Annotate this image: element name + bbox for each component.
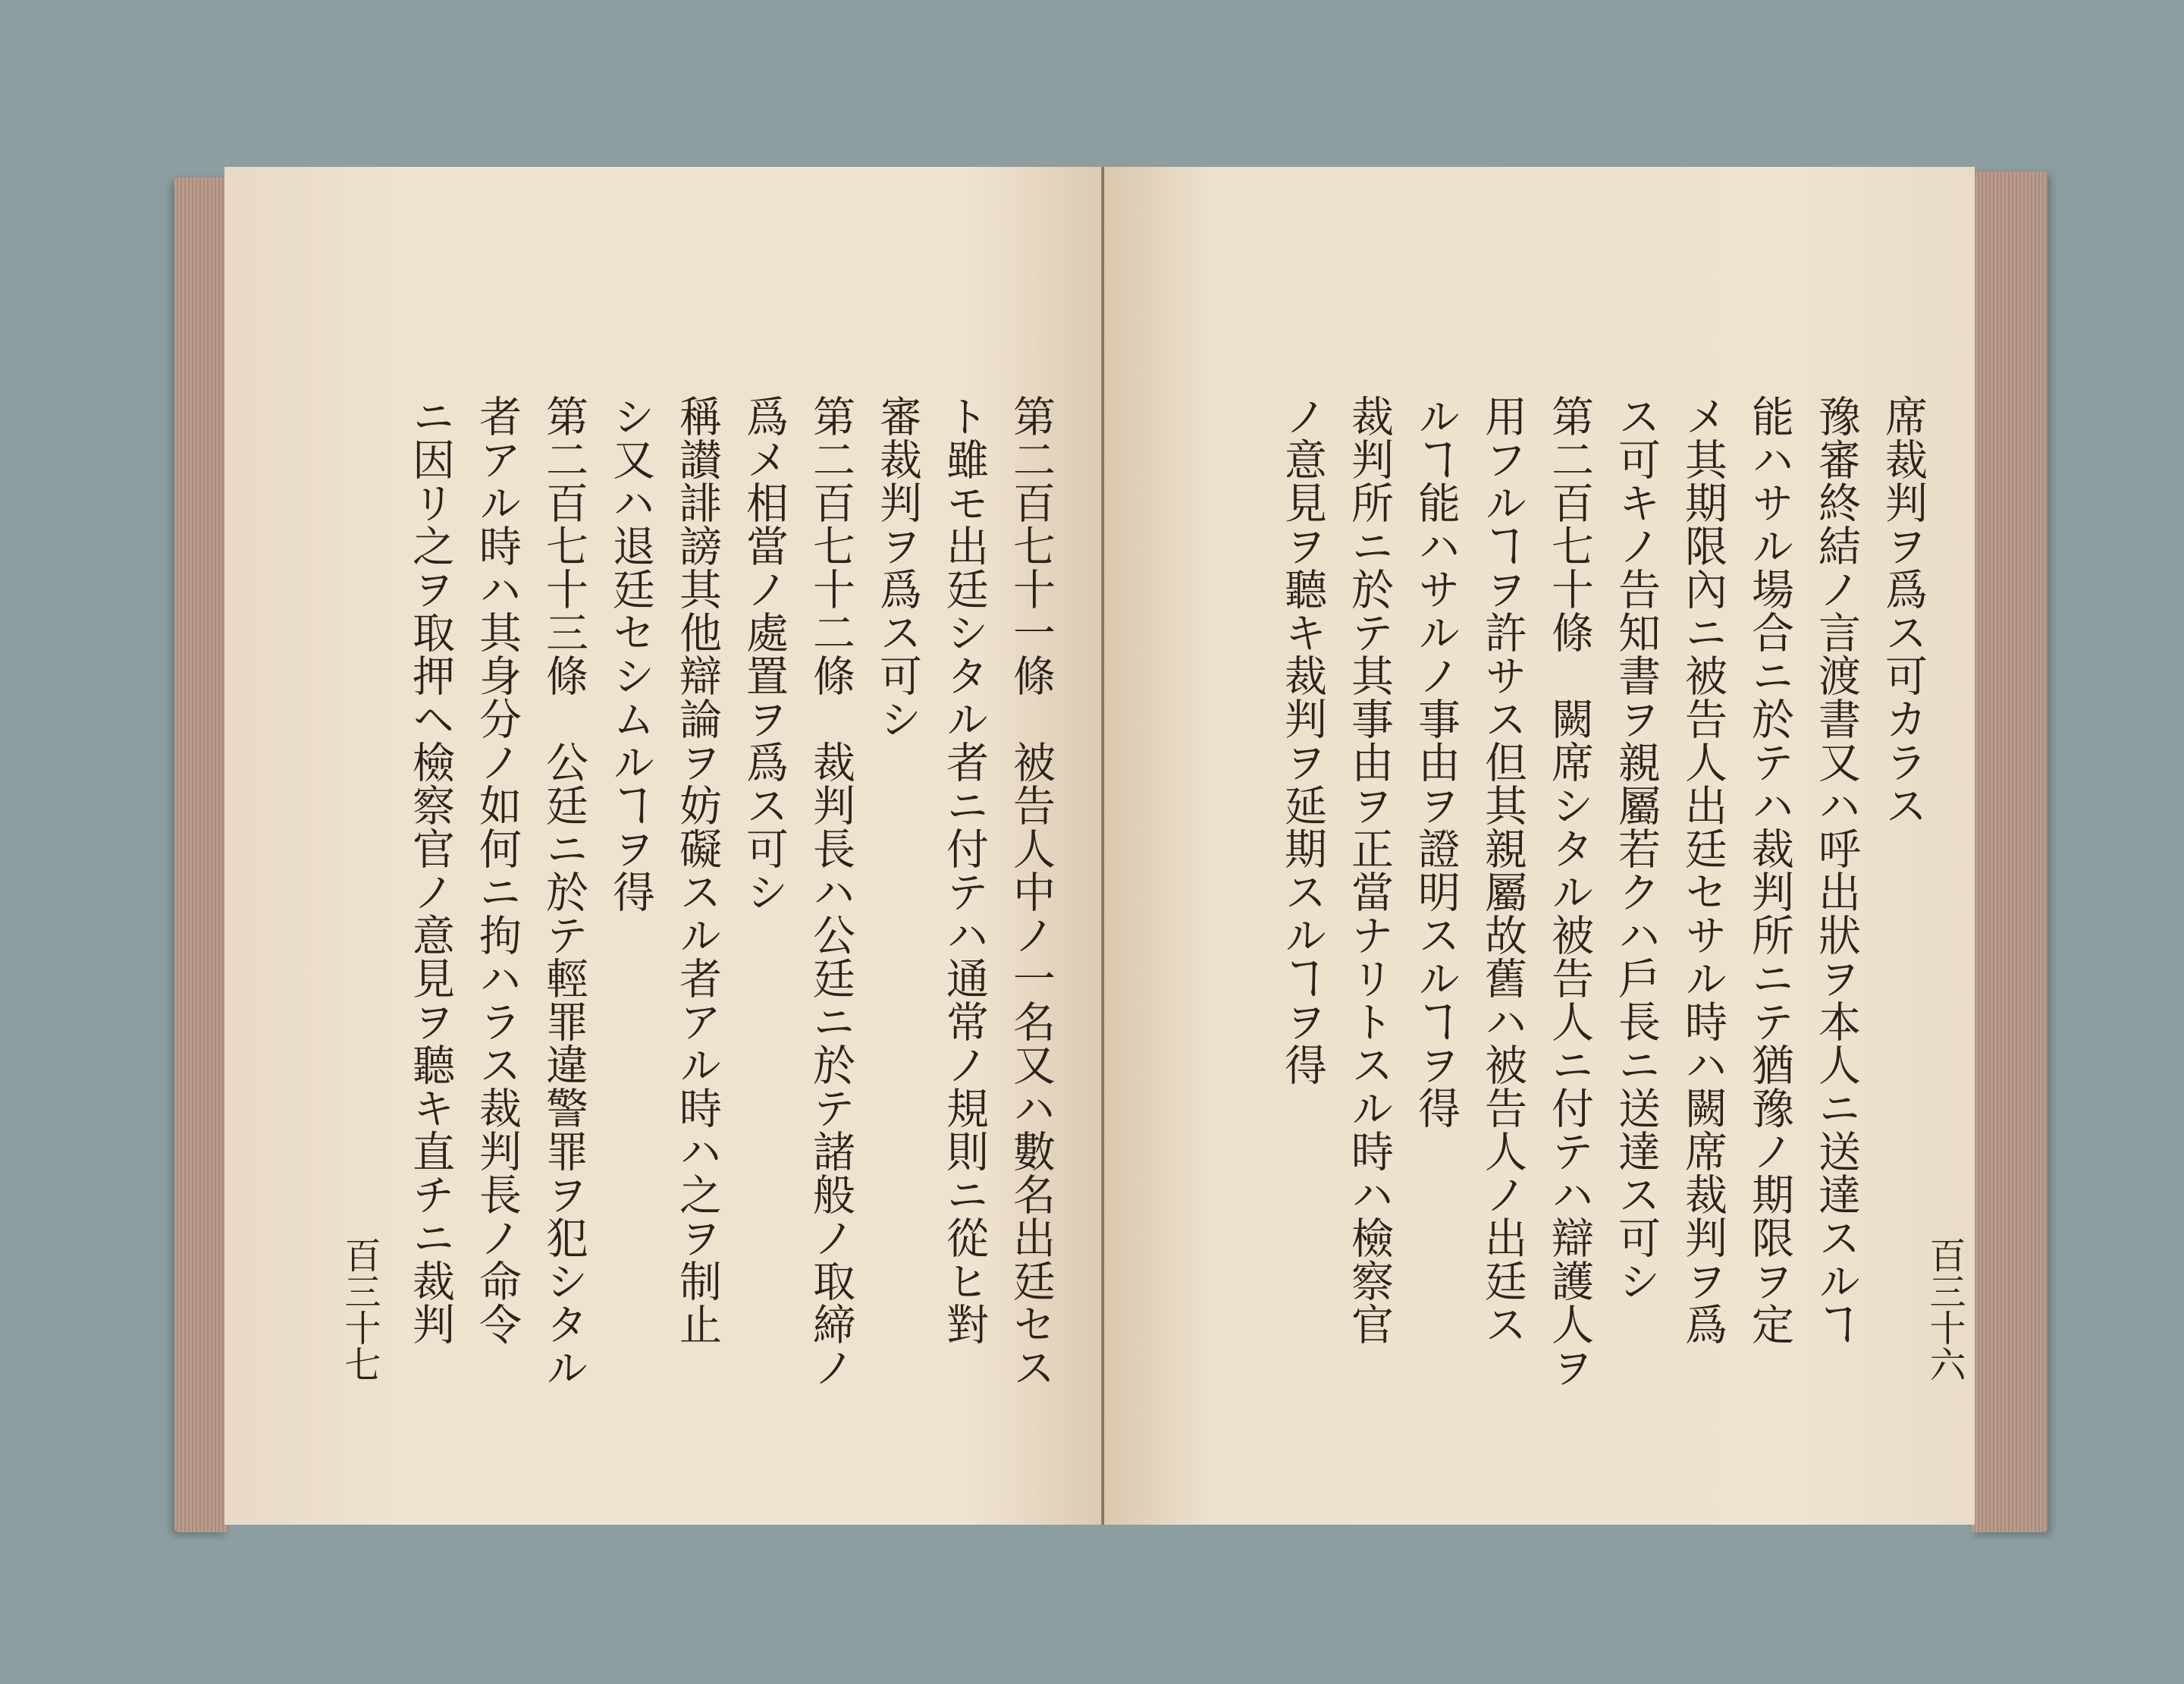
text-line: メ其期限內ニ被告人出廷セサル時ハ闕席裁判ヲ爲 (1678, 394, 1727, 1346)
text-line: シ又ハ退廷セシムルヿヲ得 (606, 394, 655, 913)
text-line: 席裁判ヲ爲ス可カラス (1878, 394, 1928, 827)
text-line: ス可キノ告知書ヲ親屬若クハ戶長ニ送達ス可シ (1611, 394, 1661, 1302)
open-book (174, 167, 2048, 1532)
text-line: 用フルヿヲ許サス但其親屬故舊ハ被告人ノ出廷ス (1478, 394, 1527, 1346)
text-line: 第二百七十一條 被告人中ノ一名又ハ數名出廷セス (1006, 394, 1056, 1389)
page-number: 百三十六 (1923, 1236, 1966, 1382)
left-page (224, 167, 1104, 1525)
text-line: ルヿ能ハサルノ事由ヲ證明スルヿヲ得 (1411, 394, 1461, 1129)
text-line: 稱讃誹謗其他辯論ヲ妨礙スル者アル時ハ之ヲ制止 (673, 394, 722, 1346)
text-line: 豫審終結ノ言渡書又ハ呼出狀ヲ本人ニ送達スルヿ (1812, 394, 1861, 1346)
text-line: 裁判所ニ於テ其事由ヲ正當ナリトスル時ハ檢察官 (1345, 394, 1394, 1346)
text-line: 者アル時ハ其身分ノ如何ニ拘ハラス裁判長ノ命令 (472, 394, 522, 1346)
text-line: 第二百七十條 闕席シタル被告人ニ付テハ辯護人ヲ (1545, 394, 1594, 1389)
text-line: 第二百七十三條 公廷ニ於テ輕罪違警罪ヲ犯シタル (539, 394, 588, 1389)
text-line: 能ハサル場合ニ於テハ裁判所ニテ猶豫ノ期限ヲ定 (1745, 394, 1794, 1346)
text-line: ト雖モ出廷シタル者ニ付テハ通常ノ規則ニ從ヒ對 (940, 394, 989, 1346)
text-line: 爲メ相當ノ處置ヲ爲ス可シ (739, 394, 789, 913)
text-line: 第二百七十二條 裁判長ハ公廷ニ於テ諸般ノ取締ノ (806, 394, 855, 1389)
right-page-edges (1972, 171, 2048, 1532)
right-page (1104, 167, 1975, 1525)
text-line: ノ意見ヲ聽キ裁判ヲ延期スルヿヲ得 (1278, 394, 1327, 1086)
text-line: ニ因リ之ヲ取押ヘ檢察官ノ意見ヲ聽キ直チニ裁判 (406, 394, 455, 1346)
page-number: 百三十七 (338, 1236, 381, 1382)
left-page-edges (174, 178, 228, 1532)
text-line: 審裁判ヲ爲ス可シ (873, 394, 922, 740)
